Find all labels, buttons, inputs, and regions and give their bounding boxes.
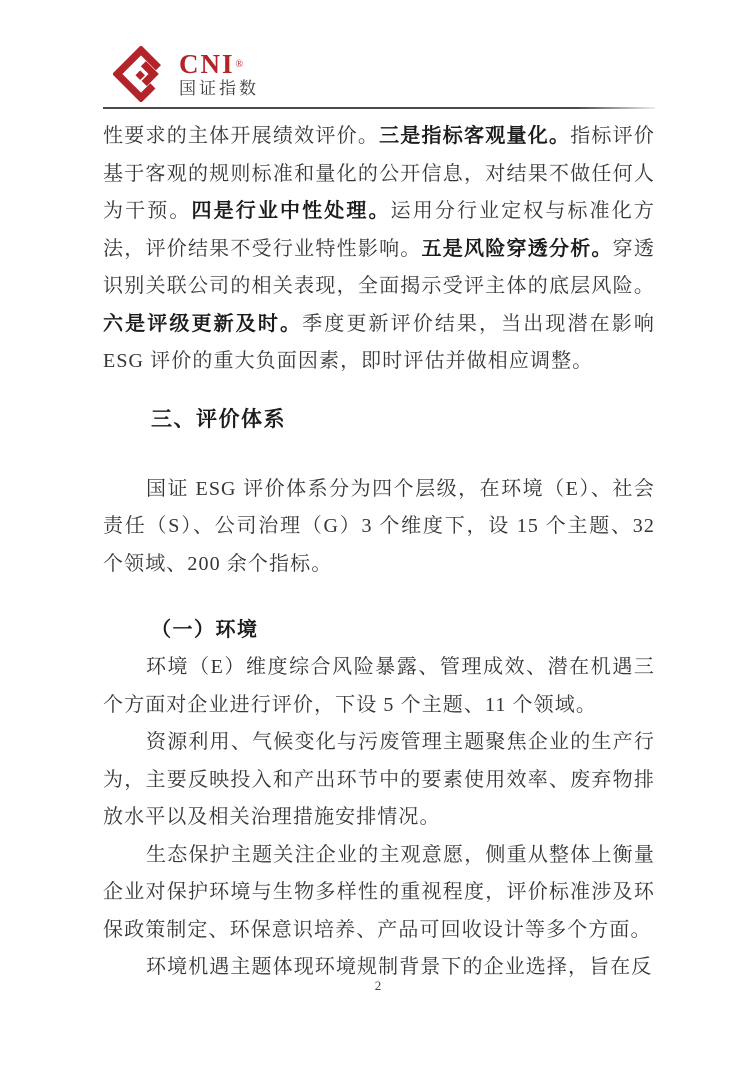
text-run-bold: 五是风险穿透分析。	[421, 237, 613, 260]
text-run-bold: 六是评级更新及时。	[103, 312, 303, 335]
paragraph-system-overview: 国证 ESG 评价体系分为四个层级，在环境（E）、社会责任（S）、公司治理（G）3 个维度下，设 15 个主题、32 个领域、200 余个指标。	[103, 477, 655, 575]
text-run-bold: 三是指标客观量化。	[379, 125, 571, 147]
paragraph-environment-dimension: 环境（E）维度综合风险暴露、管理成效、潜在机遇三个方面对企业进行评价，下设 5 个主题、11 个领域。	[103, 656, 655, 716]
section-heading-evaluation-system: 三、评价体系	[151, 406, 286, 431]
cni-logo	[113, 46, 655, 102]
subsection-heading-environment: （一）环境	[151, 619, 259, 641]
header	[0, 0, 756, 109]
paragraph-environment-opportunity: 环境机遇主题体现环境规制背景下的企业选择，旨在反	[146, 956, 653, 978]
brand-latin: CNI	[179, 48, 235, 79]
text-run: 运用分行业定权与标准化方法，评价结果不受行业特性影响。	[103, 200, 655, 260]
header-divider	[103, 107, 655, 109]
registered-mark: ®	[235, 58, 244, 70]
cni-logo-mark-icon	[113, 46, 169, 102]
paragraph-eco-protection: 生态保护主题关注企业的主观意愿，侧重从整体上衡量企业对保护环境与生物多样性的重视程度，评价标准涉及环保政策制定、环保意识培养、产品可回收设计等多个方面。	[103, 843, 655, 941]
text-run: 季度更新评价结果，当出现潜在影响 ESG 评价的重大负面因素，即时评估并做相应调整。	[103, 312, 655, 372]
text-run: 性要求的主体开展绩效评价。	[103, 125, 380, 147]
brand-chinese: 国证指数	[179, 79, 259, 99]
footer	[0, 977, 756, 995]
paragraph-resource-climate: 资源利用、气候变化与污废管理主题聚焦企业的生产行为，主要反映投入和产出环节中的要素使用效率、废弃物排放水平以及相关治理措施安排情况。	[103, 731, 655, 828]
text-run-bold: 四是行业中性处理。	[191, 200, 391, 222]
brand-name	[179, 50, 259, 78]
text-run: 穿透识别关联公司的相关表现，全面揭示受评主体的底层风险。	[103, 237, 656, 297]
paragraph-principles-continued	[103, 118, 655, 381]
page-number: 2	[374, 978, 382, 993]
text-run: 指标评价基于客观的规则标准和量化的公开信息，对结果不做任何人为干预。	[103, 125, 655, 222]
document-body	[103, 118, 655, 987]
logo-text	[179, 50, 259, 98]
